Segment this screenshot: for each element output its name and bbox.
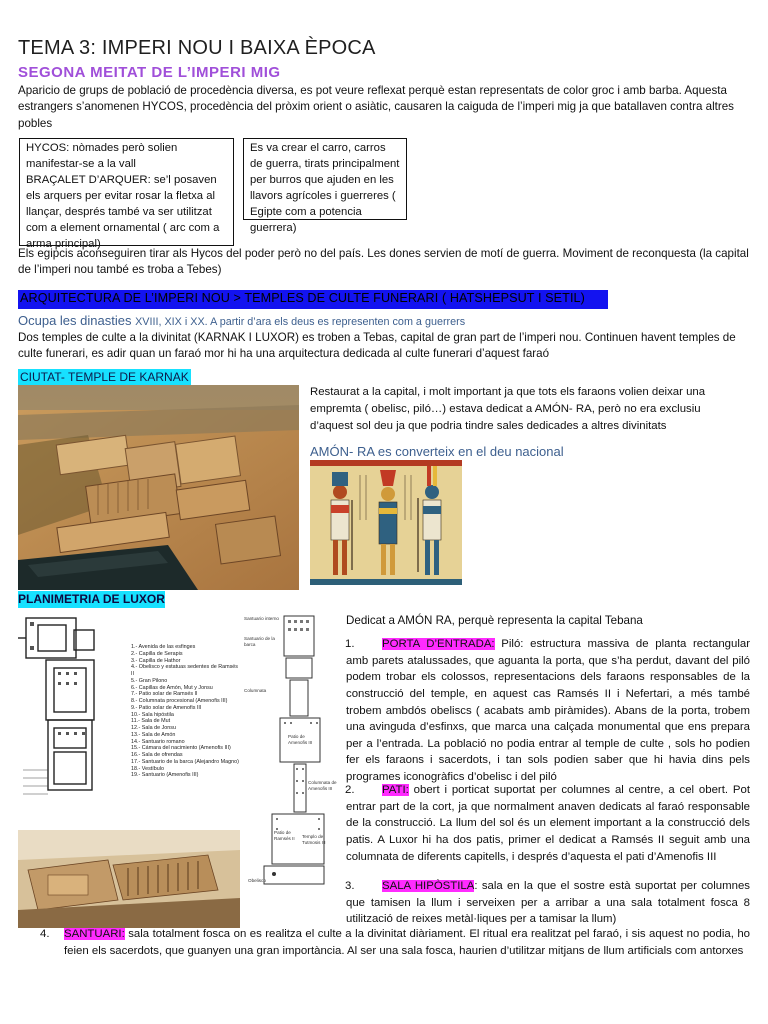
- carro-box: Es va crear el carro, carros de guerra, tirats principalment per burros que ajuden en les llavors agrícoles i guerreres ( Egipte com a potencia guerrera): [243, 138, 407, 220]
- plan2-label-santuario-interno: Santuario interno: [244, 616, 279, 621]
- section-banner: ARQUITECTURA DE L’IMPERI NOU > TEMPLES DE CULTE FUNERARI ( HATSHEPSUT I SETIL): [18, 290, 608, 309]
- plan-legend-item: 15.- Cámara del nacimiento (Amenofis III): [131, 745, 231, 752]
- list-item-label: SANTUARI:: [64, 928, 125, 940]
- plan2-label-patio-amenofis: Patio de Amenofis III: [288, 734, 313, 745]
- amon-ra-painting: [310, 460, 462, 585]
- list-item-label: SALA HIPÒSTILA: [382, 880, 475, 892]
- plan-legend-item: 6.- Capillas de Amón, Mut y Jonsu: [131, 684, 213, 691]
- list-item-label: PORTA D’ENTRADA:: [382, 638, 495, 650]
- luxor-reconstruction-illustration: [18, 830, 240, 928]
- plan-legend-item: 1.- Avenida de las esfinges: [131, 644, 196, 650]
- reconquesta-paragraph: Els egipcis aconseguiren tirar als Hycos del poder però no del país. Les dones servien de motí de guerra. Moviment de reconquesta (la capital de l’imperi nou també es troba a Tebes): [18, 247, 749, 277]
- list-item-number: 2.: [345, 784, 355, 796]
- plan-legend-item: 3.- Capilla de Hathor: [131, 657, 181, 664]
- plan-legend-item: 2.- Capilla de Serapis: [131, 650, 183, 657]
- list-item-santuari: [40, 926, 750, 959]
- plan2-label-patio-ramses: Patio de Ramsés II: [274, 830, 295, 841]
- plan2-label-columnata-amenofis: Columnata de Amenofis III: [308, 780, 337, 791]
- list-item-number: 4.: [40, 928, 50, 940]
- section-subtitle: SEGONA MEITAT DE L’IMPERI MIG: [18, 64, 281, 81]
- plan-legend-item: 4.- Obelisco y estatuas sedentes de Ramsés II: [131, 664, 238, 677]
- list-item-text: sala totalment fosca on es realitza el culte a la divinitat diàriament. El ritual era realitzat pel faraó, i sis aquest no podia, ho feien els sacerdots, que guanyen una gran importància. Al ser una sala fosca, haurien d’utilitzar mitjans de llum artificials com antorxes: [64, 928, 750, 957]
- plan2-label-templo-tutmosis: Templo de Tutmosis III: [302, 834, 326, 845]
- plan2-label-columnata: Columnata: [244, 688, 267, 693]
- karnak-temple-photo: [18, 385, 299, 590]
- list-item-text: obert i porticat suportat per columnes al centre, a cel obert. Pot entrar part de la cort, ja que normalment anaven dedicats al faraó responsable de la construcció. La llum del sol és un element important a la construcció dels patis. A Luxor hi ha dos patis, primer el dedicat a Ramsés II seguit amb una columnata de diferents capitells, i després d’aquesta el pati d’Amenofis III: [346, 784, 750, 863]
- plan-legend-item: 12.- Sala de Jonsu: [131, 725, 176, 731]
- list-item-porta: [346, 636, 750, 786]
- list-item-number: 3.: [345, 880, 355, 892]
- list-item-number: 1.: [345, 638, 355, 650]
- hycos-box: [19, 138, 234, 251]
- plan-legend-item: 5.- Gran Pilono: [131, 677, 168, 684]
- list-item-text: Piló: estructura massiva de planta rectangular amb parets atalussades, que aguanta la porta, que s’ha perdut, davant del piló podem trobar els colossos, representacions dels faraons responsables de la construcció del temple, en aquest cas Ramsés II i Nefertari, a més també trobem ambdós obeliscs ( acabats amb piràmides). Abans de la porta, trobem una avinguda d’esfinxs, que marca una calçada monumental que ens prepara per a l’entrada. La població no podia entrar al temple de culte , sols ho podien fer els faraons i sacerdots, i tan sols podien saber que hi havia dins pels programes iconogràfics d’obelisc i del piló: [346, 638, 751, 784]
- plan-legend-item: 16.- Sala de ofrendas: [131, 752, 183, 758]
- bracalet-box-line: BRAÇALET D’ARQUER: se’l posaven els arquers per evitar rosar la fletxa al llançar, després també va ser utilitzat com a element ornamental ( arc com a arma principal): [26, 174, 220, 251]
- plan-legend-item: 14.- Santuario romano: [131, 738, 185, 745]
- list-item-label: PATI:: [382, 784, 409, 796]
- luxor-plan-diagram: [18, 610, 238, 828]
- plan-legend-item: 7.- Patio solar de Ramsés II: [131, 691, 198, 698]
- plan-legend-item: 8.- Columnata procesional (Amenofis III): [131, 698, 228, 704]
- planimetria-heading: PLANIMETRIA DE LUXOR: [18, 591, 165, 608]
- luxor-longitudinal-plan: [244, 612, 340, 894]
- temples-paragraph: Dos temples de culte a la divinitat (KARNAK I LUXOR) es troben a Tebas, capital de gran part de l’imperi nou. Continuen havent temples de culte funerari, es adir quan un faraó mor hi ha una arquitectura dedicada al culte funerari d’aquest faraó: [18, 331, 736, 361]
- hycos-box-line: HYCOS: nòmades però solien manifestar-se a la vall: [26, 142, 178, 171]
- plan-legend-item: 13.- Sala de Amón: [131, 731, 176, 738]
- plan-legend-item: 10.- Sala hipóstila: [131, 711, 174, 718]
- plan-legend-item: 18.- Vestíbulo: [131, 765, 164, 772]
- plan-legend-item: 9.- Patio solar de Amenofis III: [131, 704, 202, 711]
- list-item-text: : sala en la que el sostre està suportat per columnes que tamisen la llum i serveixen per a arribar a una sala totalment fosca 8 utilització de reixes metàl·liques per a tamisar la llum): [346, 880, 750, 926]
- karnak-description: Restaurat a la capital, i molt important ja que tots els faraons volien deixar una empremta ( obelisc, piló…) estava dedicat a AMÓN- RA, però no era exclusiu d’aquest sol deu ja que podria tindre sales dedicades a altres divinitats: [310, 386, 706, 433]
- plan-legend-item: 19.- Santuario (Amenofis III): [131, 772, 199, 779]
- plan-legend-item: 11.- Sala de Mut: [131, 718, 171, 725]
- plan-legend-item: 17.- Santuario de la barca (Alejandro Magno): [131, 758, 239, 765]
- plan2-label-santuario-barca: Santuario de la barca: [244, 636, 275, 647]
- dinasties-line: [18, 312, 465, 330]
- dinasties-tail: XVIII, XIX i XX. A partir d’ara els deus es representen com a guerrers: [135, 316, 466, 328]
- dinasties-lead: Ocupa les dinasties: [18, 313, 136, 328]
- dedicat-line: Dedicat a AMÓN RA, perquè representa la capital Tebana: [346, 614, 643, 627]
- karnak-heading: CIUTAT- TEMPLE DE KARNAK: [18, 369, 191, 386]
- list-item-pati: [346, 782, 750, 865]
- plan-legend: [131, 644, 241, 779]
- amon-ra-heading: AMÓN- RA es converteix en el deu nacional: [310, 444, 564, 459]
- plan2-label-obelisco: Obelisco: [248, 878, 266, 883]
- list-item-sala-hipostila: [346, 878, 750, 928]
- page-title: TEMA 3: IMPERI NOU I BAIXA ÈPOCA: [18, 37, 376, 59]
- intro-paragraph: Aparicio de grups de població de procedència diversa, es pot veure reflexat perquè estan representats de color groc i amb barba. Aquesta estrangers s’anomenen HYCOS, procedència del pròxim orient o asiàtic, causaren la caiguda de l’imperi mig ja que batallaven contra altres pobles: [18, 84, 734, 130]
